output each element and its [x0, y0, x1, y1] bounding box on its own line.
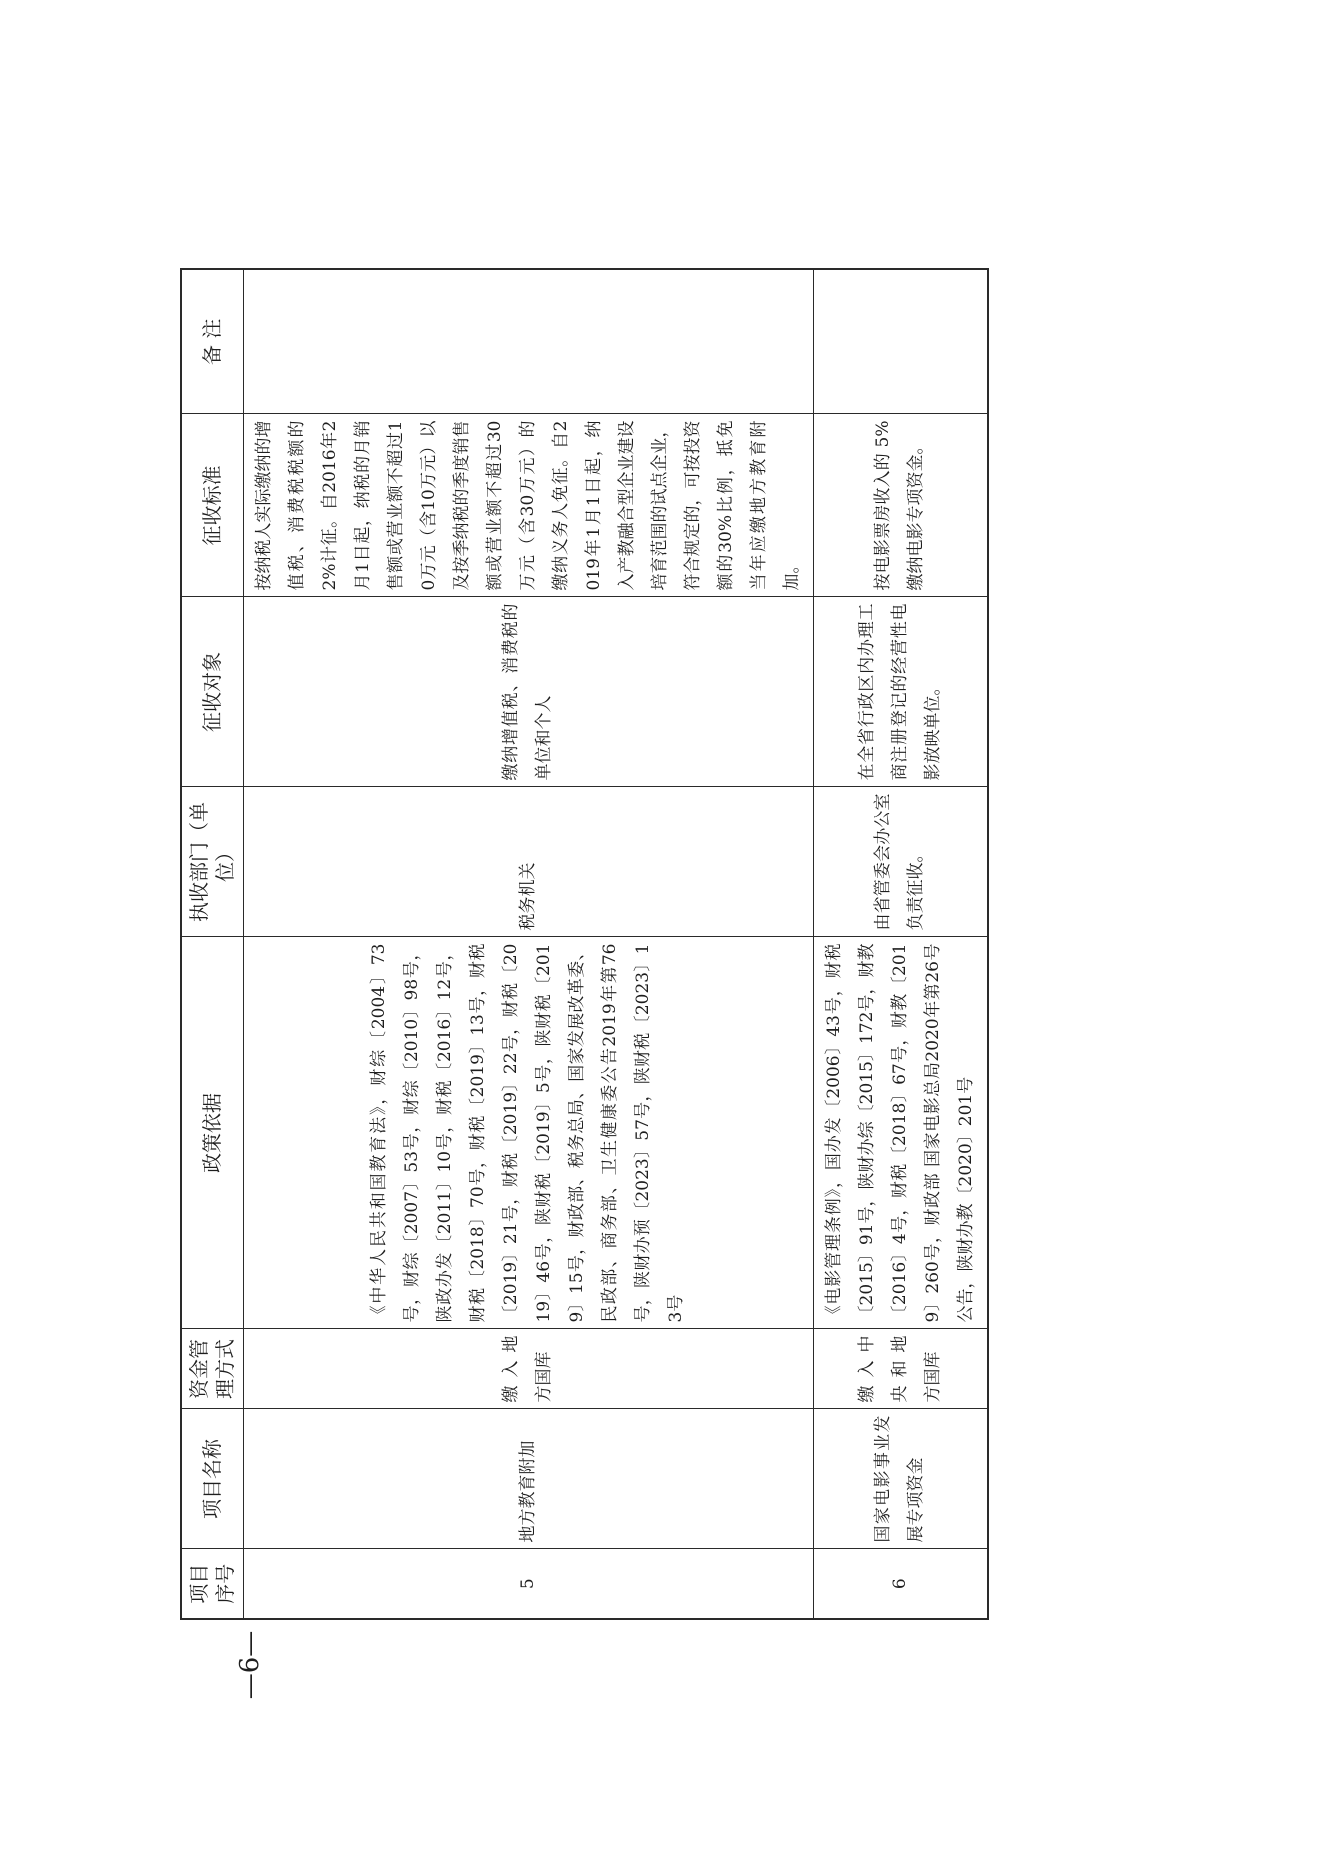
row-target: 缴纳增值税、消费税的单位和个人 — [243, 597, 813, 787]
header-target: 征收对象 — [181, 597, 243, 787]
row-seq: 6 — [813, 1549, 988, 1619]
row-target: 在全省行政区内办理工商注册登记的经营性电影放映单位。 — [813, 597, 988, 787]
row-remark — [243, 269, 813, 414]
row-seq: 5 — [243, 1549, 813, 1619]
row-name: 国家电影事业发展专项资金 — [813, 1409, 988, 1549]
header-name: 项目名称 — [181, 1409, 243, 1549]
row-fund-mgmt: 缴入地方国库 — [243, 1329, 813, 1409]
table-header-row — [181, 269, 243, 1619]
header-seq: 项目序号 — [181, 1549, 243, 1619]
header-remark: 备 注 — [181, 269, 243, 414]
row-standard: 按纳税人实际缴纳的增值税、消费税税额的2%计征。自2016年2月1日起，纳税的月销售额或营业额不超过10万元（含10万元）以及按季纳税的季度销售额或营业额不超过30万元（含30万元）的缴纳义务人免征。自2019年1月1日起，纳入产教融合型企业建设培育范围的试点企业，符合规定的，可按投资额的30%比例，抵免当年应缴地方教育附加。 — [243, 414, 813, 597]
header-fund-mgmt: 资金管理方式 — [181, 1329, 243, 1409]
table-row — [813, 269, 988, 1619]
header-standard: 征收标准 — [181, 414, 243, 597]
table-rotated-container — [180, 270, 976, 1620]
table-row — [243, 269, 813, 1619]
page-number: —6— — [235, 1630, 265, 1700]
row-fund-mgmt: 缴入中央和地方国库 — [813, 1329, 988, 1409]
row-policy: 《中华人民共和国教育法》，财综〔2004〕73号，财综〔2007〕53号，财综〔2010〕98号，陕政办发〔2011〕10号，财税〔2016〕12号，财税〔2018〕70号，财税〔2019〕13号，财税〔2019〕21号，财税〔2019〕22号，财税〔2019〕46号，陕财税〔2019〕5号，陕财税〔2019〕15号，财政部、税务总局、国家发展改革委、民政部、商务部、卫生健康委公告2019年第76号，陕财办预〔2023〕57号，陕财税〔2023〕13号 — [243, 937, 813, 1329]
row-policy: 《电影管理条例》，国办发〔2006〕43号，财税〔2015〕91号，陕财办综〔2015〕172号，财教〔2016〕4号，财税〔2018〕67号，财教〔2019〕260号，财政部 国家电影总局2020年第26号公告，陕财办教〔2020〕201号 — [813, 937, 988, 1329]
header-dept: 执收部门（单位） — [181, 787, 243, 937]
row-dept: 税务机关 — [243, 787, 813, 937]
row-standard: 按电影票房收入的 5%缴纳电影专项资金。 — [813, 414, 988, 597]
row-name: 地方教育附加 — [243, 1409, 813, 1549]
row-remark — [813, 269, 988, 414]
fee-items-table — [180, 268, 989, 1620]
row-dept: 由省管委会办公室负责征收。 — [813, 787, 988, 937]
header-policy: 政策依据 — [181, 937, 243, 1329]
